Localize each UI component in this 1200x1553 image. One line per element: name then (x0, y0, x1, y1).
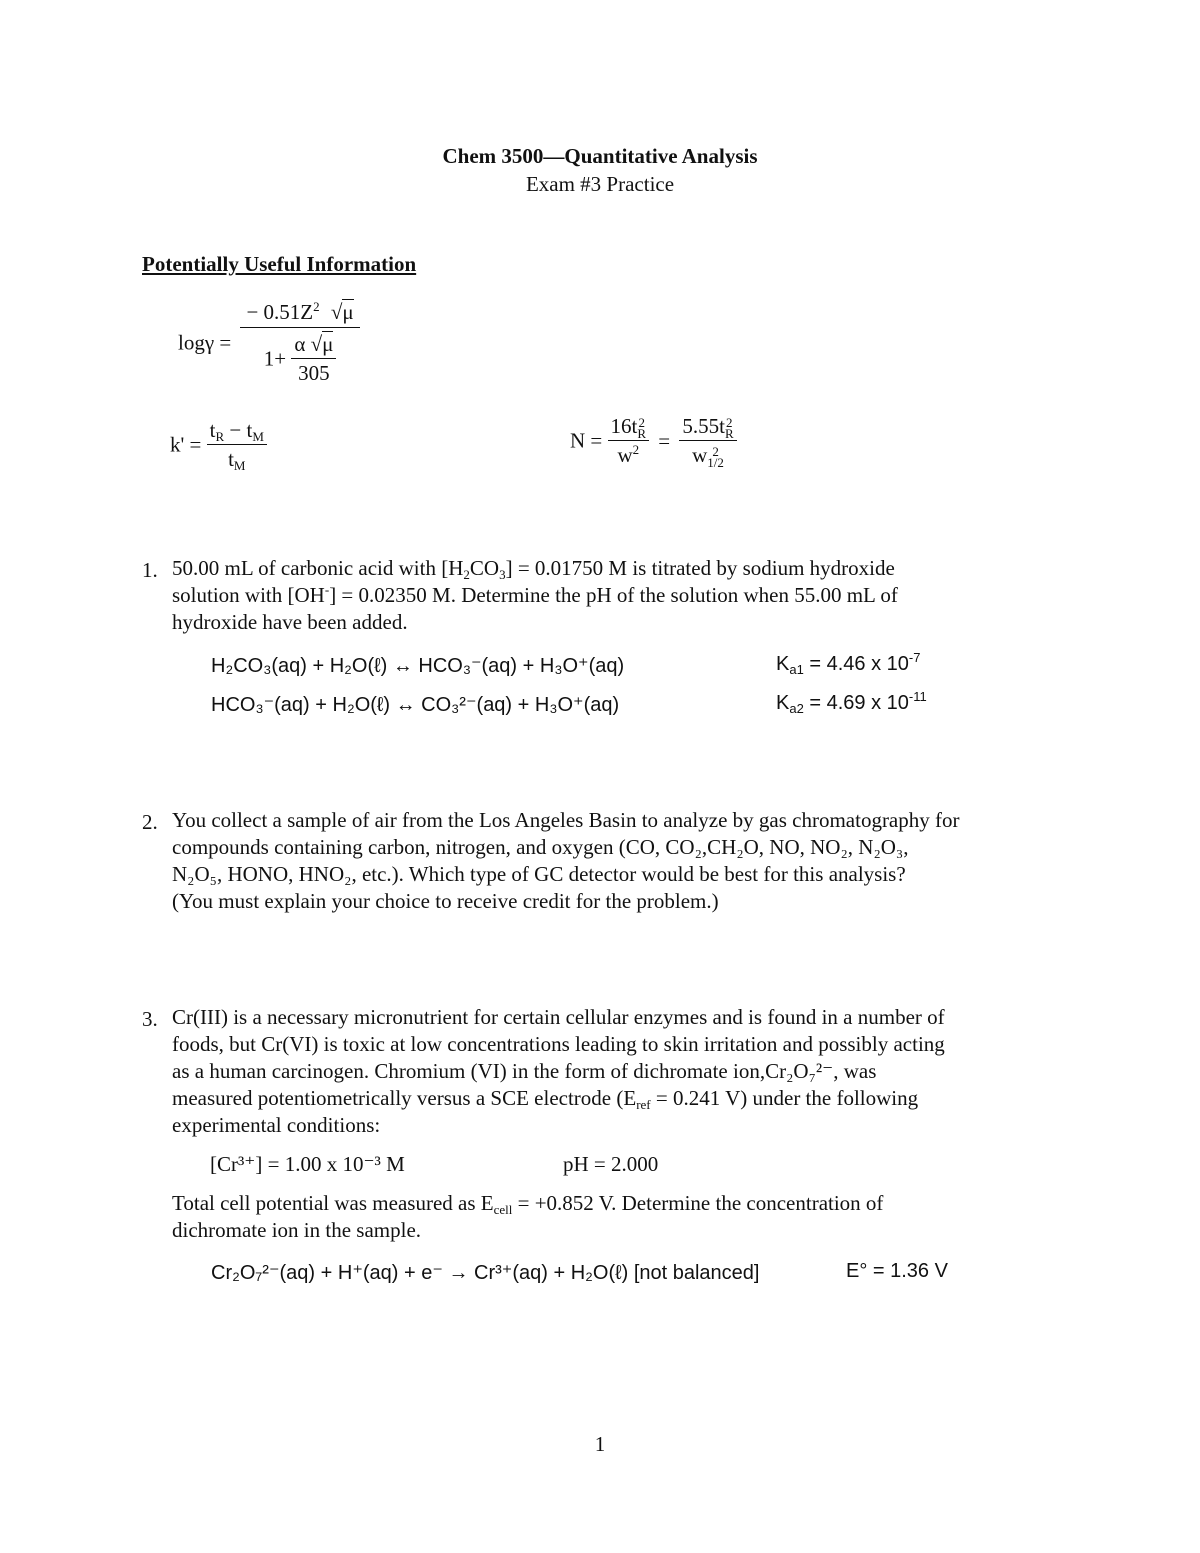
eq1-numerator-exp: 2 (313, 299, 320, 314)
info-heading: Potentially Useful Information (142, 252, 417, 276)
eq3-f1-sup: 2 (638, 415, 645, 431)
q1-ka1-exp: -7 (908, 650, 921, 665)
sqrt-icon: √ (330, 300, 343, 324)
eq3-f2-sub: R (724, 426, 734, 442)
q3-line6-a: Total cell potential was measured as E (172, 1191, 494, 1215)
equation-retention-factor (170, 418, 267, 472)
eq3-f1-sub: R (637, 426, 647, 442)
q3-line6-b: = +0.852 V. Determine the concentration of (512, 1191, 884, 1215)
page-number: 1 (594, 1432, 606, 1456)
equation-activity-coefficient (178, 300, 360, 386)
q1-ka1-k: K (776, 653, 790, 675)
sqrt-icon: √ (310, 332, 323, 356)
q1-ka2-val: = 4.69 x 10 (803, 692, 909, 714)
q1-ka2 (776, 689, 927, 716)
q1-reaction-1: H₂CO₃(aq) + H₂O(ℓ) ↔ HCO₃⁻(aq) + H₃O⁺(aq) (211, 655, 625, 677)
eq2-minus-t: − t (224, 418, 253, 442)
eq3-equals: = (658, 428, 671, 453)
q1-reaction-2: HCO₃⁻(aq) + H₂O(ℓ) ↔ CO₃²⁻(aq) + H₃O⁺(aq) (211, 694, 620, 716)
q3-standard-potential: E° = 1.36 V (846, 1260, 948, 1282)
question-3-line-2: foods, but Cr(VI) is toxic at low concentrations leading to skin irritation and possibly acting (172, 1032, 945, 1056)
question-3-line-3: as a human carcinogen. Chromium (VI) in the form of dichromate ion,Cr₂O₇²⁻, was (172, 1059, 877, 1083)
question-3-line-6 (172, 1190, 883, 1217)
question-2-number: 2. (142, 810, 158, 834)
q3-line4-b: = 0.241 V) under the following (650, 1086, 919, 1110)
eq1-den-root: μ (322, 332, 334, 356)
question-1-line-3: hydroxide have been added. (172, 610, 408, 634)
q1-ka2-k: K (776, 692, 790, 714)
eq3-f2-den: w (692, 443, 708, 468)
eq3-f1-den-sup: 2 (632, 442, 640, 458)
eq3-f2-den-sub: 1/2 (707, 455, 724, 471)
eq3-f2-sup: 2 (726, 415, 733, 431)
q1-ka2-sub: a2 (789, 701, 804, 716)
question-3-line-4 (172, 1085, 918, 1112)
eq1-den-prefix: 1+ (263, 346, 287, 371)
q3-line4-sub: ref (636, 1097, 651, 1112)
question-2-line-3: N₂O₅, HONO, HNO₂, etc.). Which type of GC detector would be best for this analysis? (172, 862, 906, 886)
eq1-fraction (240, 300, 359, 386)
q1-ka2-exp: -11 (908, 689, 927, 704)
eq3-f2-num: 5.55t (682, 414, 725, 438)
q1-ka1-val: = 4.46 x 10 (803, 653, 909, 675)
question-3-line-1: Cr(III) is a necessary micronutrient for certain cellular enzymes and is found in a number of (172, 1005, 945, 1029)
eq1-alpha: α (294, 332, 306, 356)
equation-plate-number (570, 414, 737, 471)
q3-condition-chromium: [Cr³⁺] = 1.00 x 10⁻³ M (210, 1152, 405, 1176)
q1-line2-b: ] = 0.02350 M. Determine the pH of the solution when 55.00 mL of (329, 583, 898, 607)
eq3-lhs: N = (570, 428, 603, 453)
eq2-fraction (207, 418, 267, 472)
eq3-f2-den-sup: 2 (712, 444, 719, 460)
eq2-den-sub-m: M (233, 458, 246, 473)
question-2-line-1: You collect a sample of air from the Los Angeles Basin to analyze by gas chromatography for (172, 808, 960, 832)
question-2-line-4: (You must explain your choice to receive credit for the problem.) (172, 889, 719, 913)
eq2-sub-m: M (252, 429, 264, 444)
eq3-f1-num: 16t (610, 414, 638, 439)
q3-line4-a: measured potentiometrically versus a SCE electrode (E (172, 1086, 637, 1110)
question-3-line-7: dichromate ion in the sample. (172, 1218, 422, 1242)
question-2-line-2: compounds containing carbon, nitrogen, and oxygen (CO, CO₂,CH₂O, NO, NO₂, N₂O₃, (172, 835, 909, 859)
eq2-den-t: t (228, 447, 234, 471)
q1-ka1 (776, 650, 921, 677)
q1-line1-a: 50.00 mL of carbonic acid with [H (172, 556, 464, 580)
q3-half-reaction: Cr₂O₇²⁻(aq) + H⁺(aq) + e⁻ → Cr³⁺(aq) + H₂O(ℓ) [not balanced] (211, 1262, 760, 1284)
eq1-den-305: 305 (298, 361, 330, 385)
eq3-fraction-2 (679, 414, 736, 471)
eq3-f1-den: w (617, 443, 633, 468)
eq2-lhs: k' = (170, 432, 202, 457)
question-3-line-5: experimental conditions: (172, 1113, 381, 1137)
q3-line6-sub: cell (493, 1202, 513, 1217)
eq1-den-fraction (291, 332, 336, 386)
question-1-line-1: 50.00 mL of carbonic acid with $[H_2CO_3] = 0.01750$ M is titrated by sodium hydroxide (172, 556, 895, 582)
question-1-number: 1. (142, 558, 158, 582)
eq1-lhs: logγ = (178, 330, 232, 355)
q1-line1-b: CO (469, 556, 500, 580)
eq2-t1: t (209, 418, 216, 442)
eq3-fraction-1 (608, 414, 650, 468)
document-title: Chem 3500—Quantitative Analysis (442, 144, 758, 168)
q1-ka1-sub: a1 (789, 662, 804, 677)
document-subtitle: Exam #3 Practice (525, 172, 675, 196)
eq1-numerator-root: μ (342, 300, 354, 324)
eq1-numerator: − 0.51Z (246, 300, 314, 324)
question-1-line-2: solution with [OH-] = 0.02350 M. Determine the pH of the solution when 55.00 mL of (172, 582, 898, 607)
q1-line2-a: solution with [OH (172, 583, 325, 607)
eq2-sub-r: R (215, 429, 225, 444)
q3-condition-ph: pH = 2.000 (563, 1152, 659, 1176)
question-3-number: 3. (142, 1007, 158, 1031)
q1-line1-c: ] = 0.01750 M is titrated by sodium hydroxide (505, 556, 895, 580)
